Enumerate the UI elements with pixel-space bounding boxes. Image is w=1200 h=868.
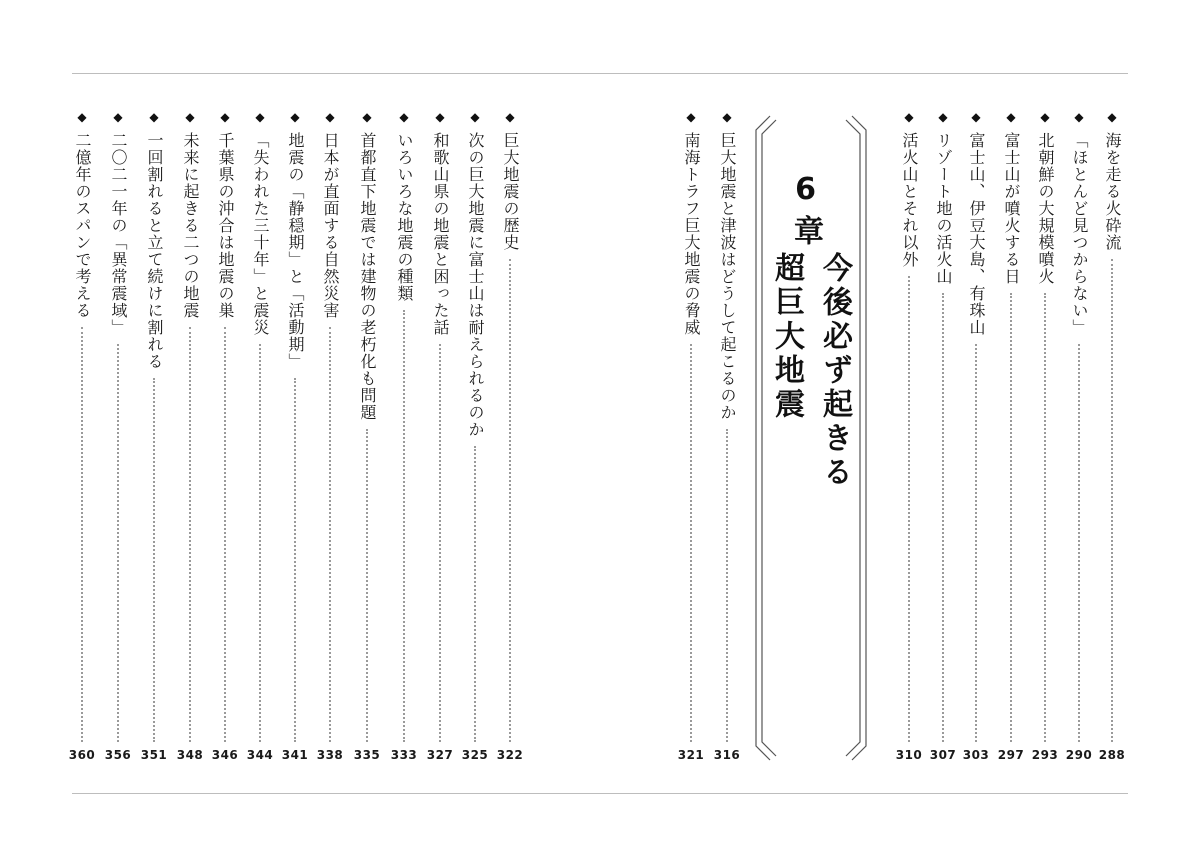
- dot-leader: [690, 344, 692, 742]
- diamond-bullet-icon: ◆: [149, 110, 159, 124]
- toc-entry-page: 346: [211, 748, 239, 762]
- diamond-bullet-icon: ◆: [185, 110, 195, 124]
- toc-entry-title: 富士山、伊豆大島、有珠山: [967, 132, 986, 336]
- toc-entry-title: 「ほとんど見つからない」: [1070, 132, 1089, 336]
- toc-entry-title: 日本が直面する自然災害: [321, 132, 340, 319]
- dot-leader: [117, 344, 119, 742]
- dot-leader: [726, 429, 728, 742]
- toc-entry-page: 351: [140, 748, 168, 762]
- toc-entry: [140, 110, 168, 762]
- toc-entry-page: 341: [281, 748, 309, 762]
- toc-entry-title: 富士山が噴火する日: [1002, 132, 1021, 285]
- diamond-bullet-icon: ◆: [77, 110, 87, 124]
- dot-leader: [474, 446, 476, 742]
- toc-entry-title: 活火山とそれ以外: [900, 132, 919, 268]
- toc-entry-title: 千葉県の沖合は地震の巣: [216, 132, 235, 319]
- toc-entry: [461, 110, 489, 762]
- toc-entry-title: 南海トラフ巨大地震の脅威: [682, 132, 701, 336]
- diamond-bullet-icon: ◆: [505, 110, 515, 124]
- toc-entry-page: 316: [713, 748, 741, 762]
- toc-entry-title: リゾート地の活火山: [934, 132, 953, 285]
- toc-entry-page: 322: [496, 748, 524, 762]
- chapter-label: 6章: [788, 172, 823, 253]
- dot-leader: [81, 327, 83, 742]
- toc-entry-title: 次の巨大地震に富士山は耐えられるのか: [466, 132, 485, 438]
- diamond-bullet-icon: ◆: [1006, 110, 1016, 124]
- toc-entry-page: 338: [316, 748, 344, 762]
- diamond-bullet-icon: ◆: [470, 110, 480, 124]
- toc-entry-title: 首都直下地震では建物の老朽化も問題: [358, 132, 377, 421]
- diamond-bullet-icon: ◆: [971, 110, 981, 124]
- toc-entry-page: 321: [677, 748, 705, 762]
- toc-entry-page: 297: [997, 748, 1025, 762]
- chapter-title-line1: 今後必ず起きる: [817, 252, 852, 490]
- toc-entry: [496, 110, 524, 762]
- dot-leader: [975, 344, 977, 742]
- diamond-bullet-icon: ◆: [435, 110, 445, 124]
- toc-entry-page: 325: [461, 748, 489, 762]
- dot-leader: [403, 310, 405, 742]
- dot-leader: [1044, 293, 1046, 742]
- toc-entry: [246, 110, 274, 762]
- toc-entry: [316, 110, 344, 762]
- toc-entry: [353, 110, 381, 762]
- toc-entry-title: 二億年のスパンで考える: [73, 132, 92, 319]
- dot-leader: [1111, 259, 1113, 742]
- toc-entry-title: 二〇二一年の「異常震域」: [109, 132, 128, 336]
- top-rule: [72, 73, 1128, 74]
- toc-entry: [176, 110, 204, 762]
- toc-entry: [997, 110, 1025, 762]
- dot-leader: [908, 276, 910, 742]
- diamond-bullet-icon: ◆: [220, 110, 230, 124]
- dot-leader: [1078, 344, 1080, 742]
- toc-entry-page: 348: [176, 748, 204, 762]
- dot-leader: [153, 378, 155, 742]
- toc-entry: [1065, 110, 1093, 762]
- diamond-bullet-icon: ◆: [938, 110, 948, 124]
- toc-entry-title: 「失われた三十年」と震災: [251, 132, 270, 336]
- toc-entry-title: 和歌山県の地震と困った話: [431, 132, 450, 336]
- toc-entry-page: 327: [426, 748, 454, 762]
- toc-entry: [281, 110, 309, 762]
- dot-leader: [294, 378, 296, 742]
- toc-entry-title: いろいろな地震の種類: [395, 132, 414, 302]
- toc-entry-title: 未来に起きる二つの地震: [181, 132, 200, 319]
- toc-entry-page: 360: [68, 748, 96, 762]
- toc-entry: [426, 110, 454, 762]
- toc-entry-page: 333: [390, 748, 418, 762]
- diamond-bullet-icon: ◆: [255, 110, 265, 124]
- diamond-bullet-icon: ◆: [1107, 110, 1117, 124]
- diamond-bullet-icon: ◆: [1040, 110, 1050, 124]
- toc-entry-page: 293: [1031, 748, 1059, 762]
- toc-entry: [68, 110, 96, 762]
- dot-leader: [366, 429, 368, 742]
- toc-entry: [1031, 110, 1059, 762]
- toc-entry-page: 288: [1098, 748, 1126, 762]
- dot-leader: [509, 259, 511, 742]
- bottom-rule: [72, 793, 1128, 794]
- dot-leader: [259, 344, 261, 742]
- toc-entry: [390, 110, 418, 762]
- toc-entry-page: 290: [1065, 748, 1093, 762]
- dot-leader: [329, 327, 331, 742]
- toc-entry-title: 地震の「静穏期」と「活動期」: [286, 132, 305, 370]
- dot-leader: [439, 344, 441, 742]
- diamond-bullet-icon: ◆: [325, 110, 335, 124]
- toc-entry-page: 303: [962, 748, 990, 762]
- diamond-bullet-icon: ◆: [113, 110, 123, 124]
- diamond-bullet-icon: ◆: [686, 110, 696, 124]
- toc-entry-title: 海を走る火砕流: [1103, 132, 1122, 251]
- chapter-title-line2: 超巨大地震: [769, 252, 804, 422]
- toc-entry: [962, 110, 990, 762]
- toc-entry: [104, 110, 132, 762]
- toc-entry-page: 310: [895, 748, 923, 762]
- toc-entry-page: 356: [104, 748, 132, 762]
- toc-entry: [929, 110, 957, 762]
- toc-entry: [713, 110, 741, 762]
- diamond-bullet-icon: ◆: [290, 110, 300, 124]
- diamond-bullet-icon: ◆: [399, 110, 409, 124]
- diamond-bullet-icon: ◆: [362, 110, 372, 124]
- toc-entry-page: 344: [246, 748, 274, 762]
- diamond-bullet-icon: ◆: [722, 110, 732, 124]
- toc-entry: [211, 110, 239, 762]
- toc-entry-page: 307: [929, 748, 957, 762]
- toc-entry-title: 北朝鮮の大規模噴火: [1036, 132, 1055, 285]
- dot-leader: [224, 327, 226, 742]
- diamond-bullet-icon: ◆: [904, 110, 914, 124]
- diamond-bullet-icon: ◆: [1074, 110, 1084, 124]
- dot-leader: [942, 293, 944, 742]
- dot-leader: [189, 327, 191, 742]
- toc-entry-title: 巨大地震の歴史: [501, 132, 520, 251]
- toc-entry-page: 335: [353, 748, 381, 762]
- dot-leader: [1010, 293, 1012, 742]
- toc-entry-title: 巨大地震と津波はどうして起こるのか: [718, 132, 737, 421]
- toc-entry: [677, 110, 705, 762]
- toc-entry-title: 一回割れると立て続けに割れる: [145, 132, 164, 370]
- toc-entry: [895, 110, 923, 762]
- toc-entry: [1098, 110, 1126, 762]
